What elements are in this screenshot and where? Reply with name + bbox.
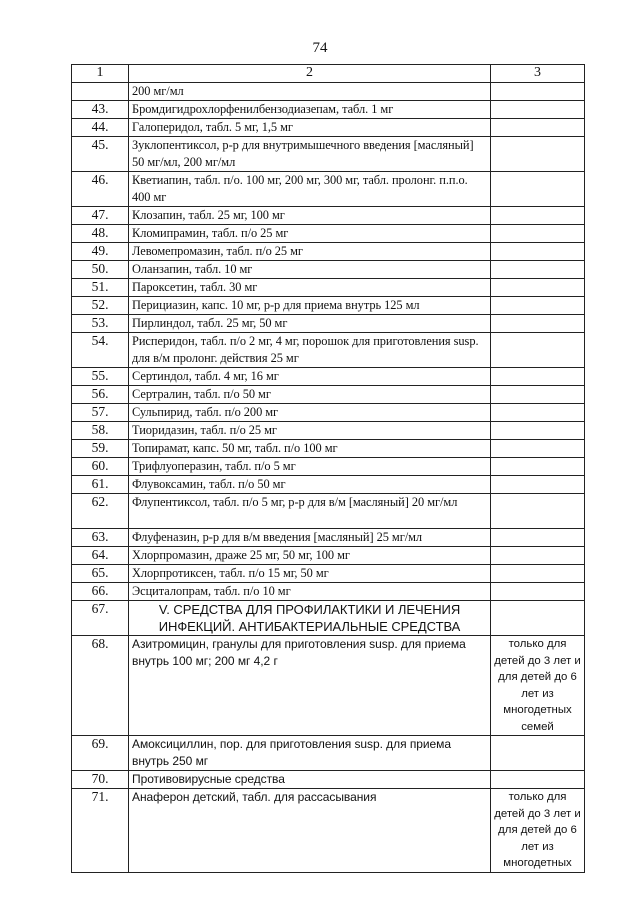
medication-name: Кветиапин, табл. п/о. 100 мг, 200 мг, 300 мг, табл. пролонг. п.п.о. 400 мг: [129, 172, 491, 207]
table-row: [72, 583, 585, 601]
medication-name: Трифлуоперазин, табл. п/о 5 мг: [129, 458, 491, 476]
medication-name: Рисперидон, табл. п/о 2 мг, 4 мг, порошок для приготовления susp. для в/м пролонг. действия 25 мг: [129, 333, 491, 368]
medication-name: Азитромицин, гранулы для приготовления susp. для приема внутрь 100 мг; 200 мг 4,2 г: [129, 636, 491, 736]
table-row: [72, 386, 585, 404]
restriction-note: [491, 243, 585, 261]
row-number: 66.: [72, 583, 129, 601]
restriction-note: [491, 458, 585, 476]
row-number: 54.: [72, 333, 129, 368]
row-number: 58.: [72, 422, 129, 440]
row-number: 70.: [72, 771, 129, 789]
row-number: 45.: [72, 137, 129, 172]
row-number: 47.: [72, 207, 129, 225]
table-row: [72, 207, 585, 225]
medication-name: Хлорпромазин, драже 25 мг, 50 мг, 100 мг: [129, 547, 491, 565]
table-row: [72, 440, 585, 458]
restriction-note: [491, 368, 585, 386]
medication-name: Бромдигидрохлорфенилбензодиазепам, табл. 1 мг: [129, 101, 491, 119]
table-row: [72, 261, 585, 279]
medication-name: Сертиндол, табл. 4 мг, 16 мг: [129, 368, 491, 386]
restriction-note: [491, 440, 585, 458]
restriction-note: [491, 583, 585, 601]
table-row: [72, 422, 585, 440]
row-number: [72, 83, 129, 101]
restriction-note: [491, 315, 585, 333]
medication-name: Галоперидол, табл. 5 мг, 1,5 мг: [129, 119, 491, 137]
table-row: [72, 315, 585, 333]
restriction-note: [491, 771, 585, 789]
table-body: [72, 83, 585, 873]
medication-name: Зуклопентиксол, р-р для внутримышечного введения [масляный] 50 мг/мл, 200 мг/мл: [129, 137, 491, 172]
table-row: [72, 243, 585, 261]
row-number: 61.: [72, 476, 129, 494]
medication-name: Кломипрамин, табл. п/о 25 мг: [129, 225, 491, 243]
table-row: [72, 172, 585, 207]
restriction-note: [491, 297, 585, 315]
restriction-note: [491, 119, 585, 137]
restriction-note: [491, 565, 585, 583]
medication-name: Перициазин, капс. 10 мг, р-р для приема внутрь 125 мл: [129, 297, 491, 315]
table-row: [72, 494, 585, 529]
column-header-3: 3: [491, 65, 585, 83]
row-number: 60.: [72, 458, 129, 476]
medication-name: Эсциталопрам, табл. п/о 10 мг: [129, 583, 491, 601]
restriction-note: [491, 529, 585, 547]
row-number: 43.: [72, 101, 129, 119]
row-number: 71.: [72, 789, 129, 873]
medication-name: Тиоридазин, табл. п/о 25 мг: [129, 422, 491, 440]
row-number: 55.: [72, 368, 129, 386]
column-header-2: 2: [129, 65, 491, 83]
medication-name: Клозапин, табл. 25 мг, 100 мг: [129, 207, 491, 225]
row-number: 59.: [72, 440, 129, 458]
table-row: [72, 119, 585, 137]
medication-name: Хлорпротиксен, табл. п/о 15 мг, 50 мг: [129, 565, 491, 583]
medication-name: Пароксетин, табл. 30 мг: [129, 279, 491, 297]
table-row: [72, 789, 585, 873]
table-row: [72, 297, 585, 315]
restriction-note: [491, 101, 585, 119]
restriction-note: [491, 494, 585, 529]
table-row: [72, 101, 585, 119]
restriction-note: [491, 225, 585, 243]
table-header-row: [72, 65, 585, 83]
restriction-note: [491, 386, 585, 404]
table-row: [72, 547, 585, 565]
restriction-note: [491, 476, 585, 494]
medication-name: Флувоксамин, табл. п/о 50 мг: [129, 476, 491, 494]
table-row: [72, 83, 585, 101]
medication-name: Левомепромазин, табл. п/о 25 мг: [129, 243, 491, 261]
restriction-note: [491, 137, 585, 172]
medication-name: Топирамат, капс. 50 мг, табл. п/о 100 мг: [129, 440, 491, 458]
medication-name: Сертралин, табл. п/о 50 мг: [129, 386, 491, 404]
restriction-note: [491, 547, 585, 565]
table-row: [72, 736, 585, 771]
table-row: [72, 458, 585, 476]
restriction-note: [491, 422, 585, 440]
row-number: 48.: [72, 225, 129, 243]
restriction-note: только для детей до 3 лет и для детей до 6 лет из многодетных: [491, 789, 585, 873]
table-row: [72, 279, 585, 297]
row-number: 52.: [72, 297, 129, 315]
table-row: [72, 225, 585, 243]
row-number: 62.: [72, 494, 129, 529]
row-number: 67.: [72, 601, 129, 636]
medication-name: Оланзапин, табл. 10 мг: [129, 261, 491, 279]
table-row: [72, 333, 585, 368]
table-row: [72, 636, 585, 736]
row-number: 64.: [72, 547, 129, 565]
table-row: [72, 137, 585, 172]
medication-name: Пирлиндол, табл. 25 мг, 50 мг: [129, 315, 491, 333]
column-header-1: 1: [72, 65, 129, 83]
restriction-note: [491, 172, 585, 207]
restriction-note: [491, 207, 585, 225]
medication-name: Анаферон детский, табл. для рассасывания: [129, 789, 491, 873]
table-row: [72, 565, 585, 583]
section-heading: V. СРЕДСТВА ДЛЯ ПРОФИЛАКТИКИ И ЛЕЧЕНИЯ ИНФЕКЦИЙ. АНТИБАКТЕРИАЛЬНЫЕ СРЕДСТВА: [129, 601, 491, 636]
restriction-note: [491, 333, 585, 368]
restriction-note: [491, 736, 585, 771]
medication-name: Флупентиксол, табл. п/о 5 мг, р-р для в/м [масляный] 20 мг/мл: [129, 494, 491, 529]
row-number: 63.: [72, 529, 129, 547]
restriction-note: [491, 601, 585, 636]
medication-name: Флуфеназин, р-р для в/м введения [масляный] 25 мг/мл: [129, 529, 491, 547]
row-number: 69.: [72, 736, 129, 771]
medication-name: Амоксициллин, пор. для приготовления susp. для приема внутрь 250 мг: [129, 736, 491, 771]
row-number: 53.: [72, 315, 129, 333]
table-row: [72, 529, 585, 547]
table-row: [72, 771, 585, 789]
restriction-note: [491, 404, 585, 422]
row-number: 46.: [72, 172, 129, 207]
restriction-note: [491, 261, 585, 279]
medication-name: 200 мг/мл: [129, 83, 491, 101]
table-row: [72, 601, 585, 636]
table-row: [72, 404, 585, 422]
restriction-note: только для детей до 3 лет и для детей до 6 лет из многодетных семей: [491, 636, 585, 736]
row-number: 44.: [72, 119, 129, 137]
medication-table: [71, 64, 585, 873]
row-number: 49.: [72, 243, 129, 261]
row-number: 56.: [72, 386, 129, 404]
table-row: [72, 368, 585, 386]
row-number: 57.: [72, 404, 129, 422]
row-number: 50.: [72, 261, 129, 279]
restriction-note: [491, 83, 585, 101]
medication-name: Противовирусные средства: [129, 771, 491, 789]
row-number: 68.: [72, 636, 129, 736]
page-number: 74: [312, 40, 328, 56]
restriction-note: [491, 279, 585, 297]
medication-name: Сульпирид, табл. п/о 200 мг: [129, 404, 491, 422]
table-row: [72, 476, 585, 494]
row-number: 51.: [72, 279, 129, 297]
row-number: 65.: [72, 565, 129, 583]
